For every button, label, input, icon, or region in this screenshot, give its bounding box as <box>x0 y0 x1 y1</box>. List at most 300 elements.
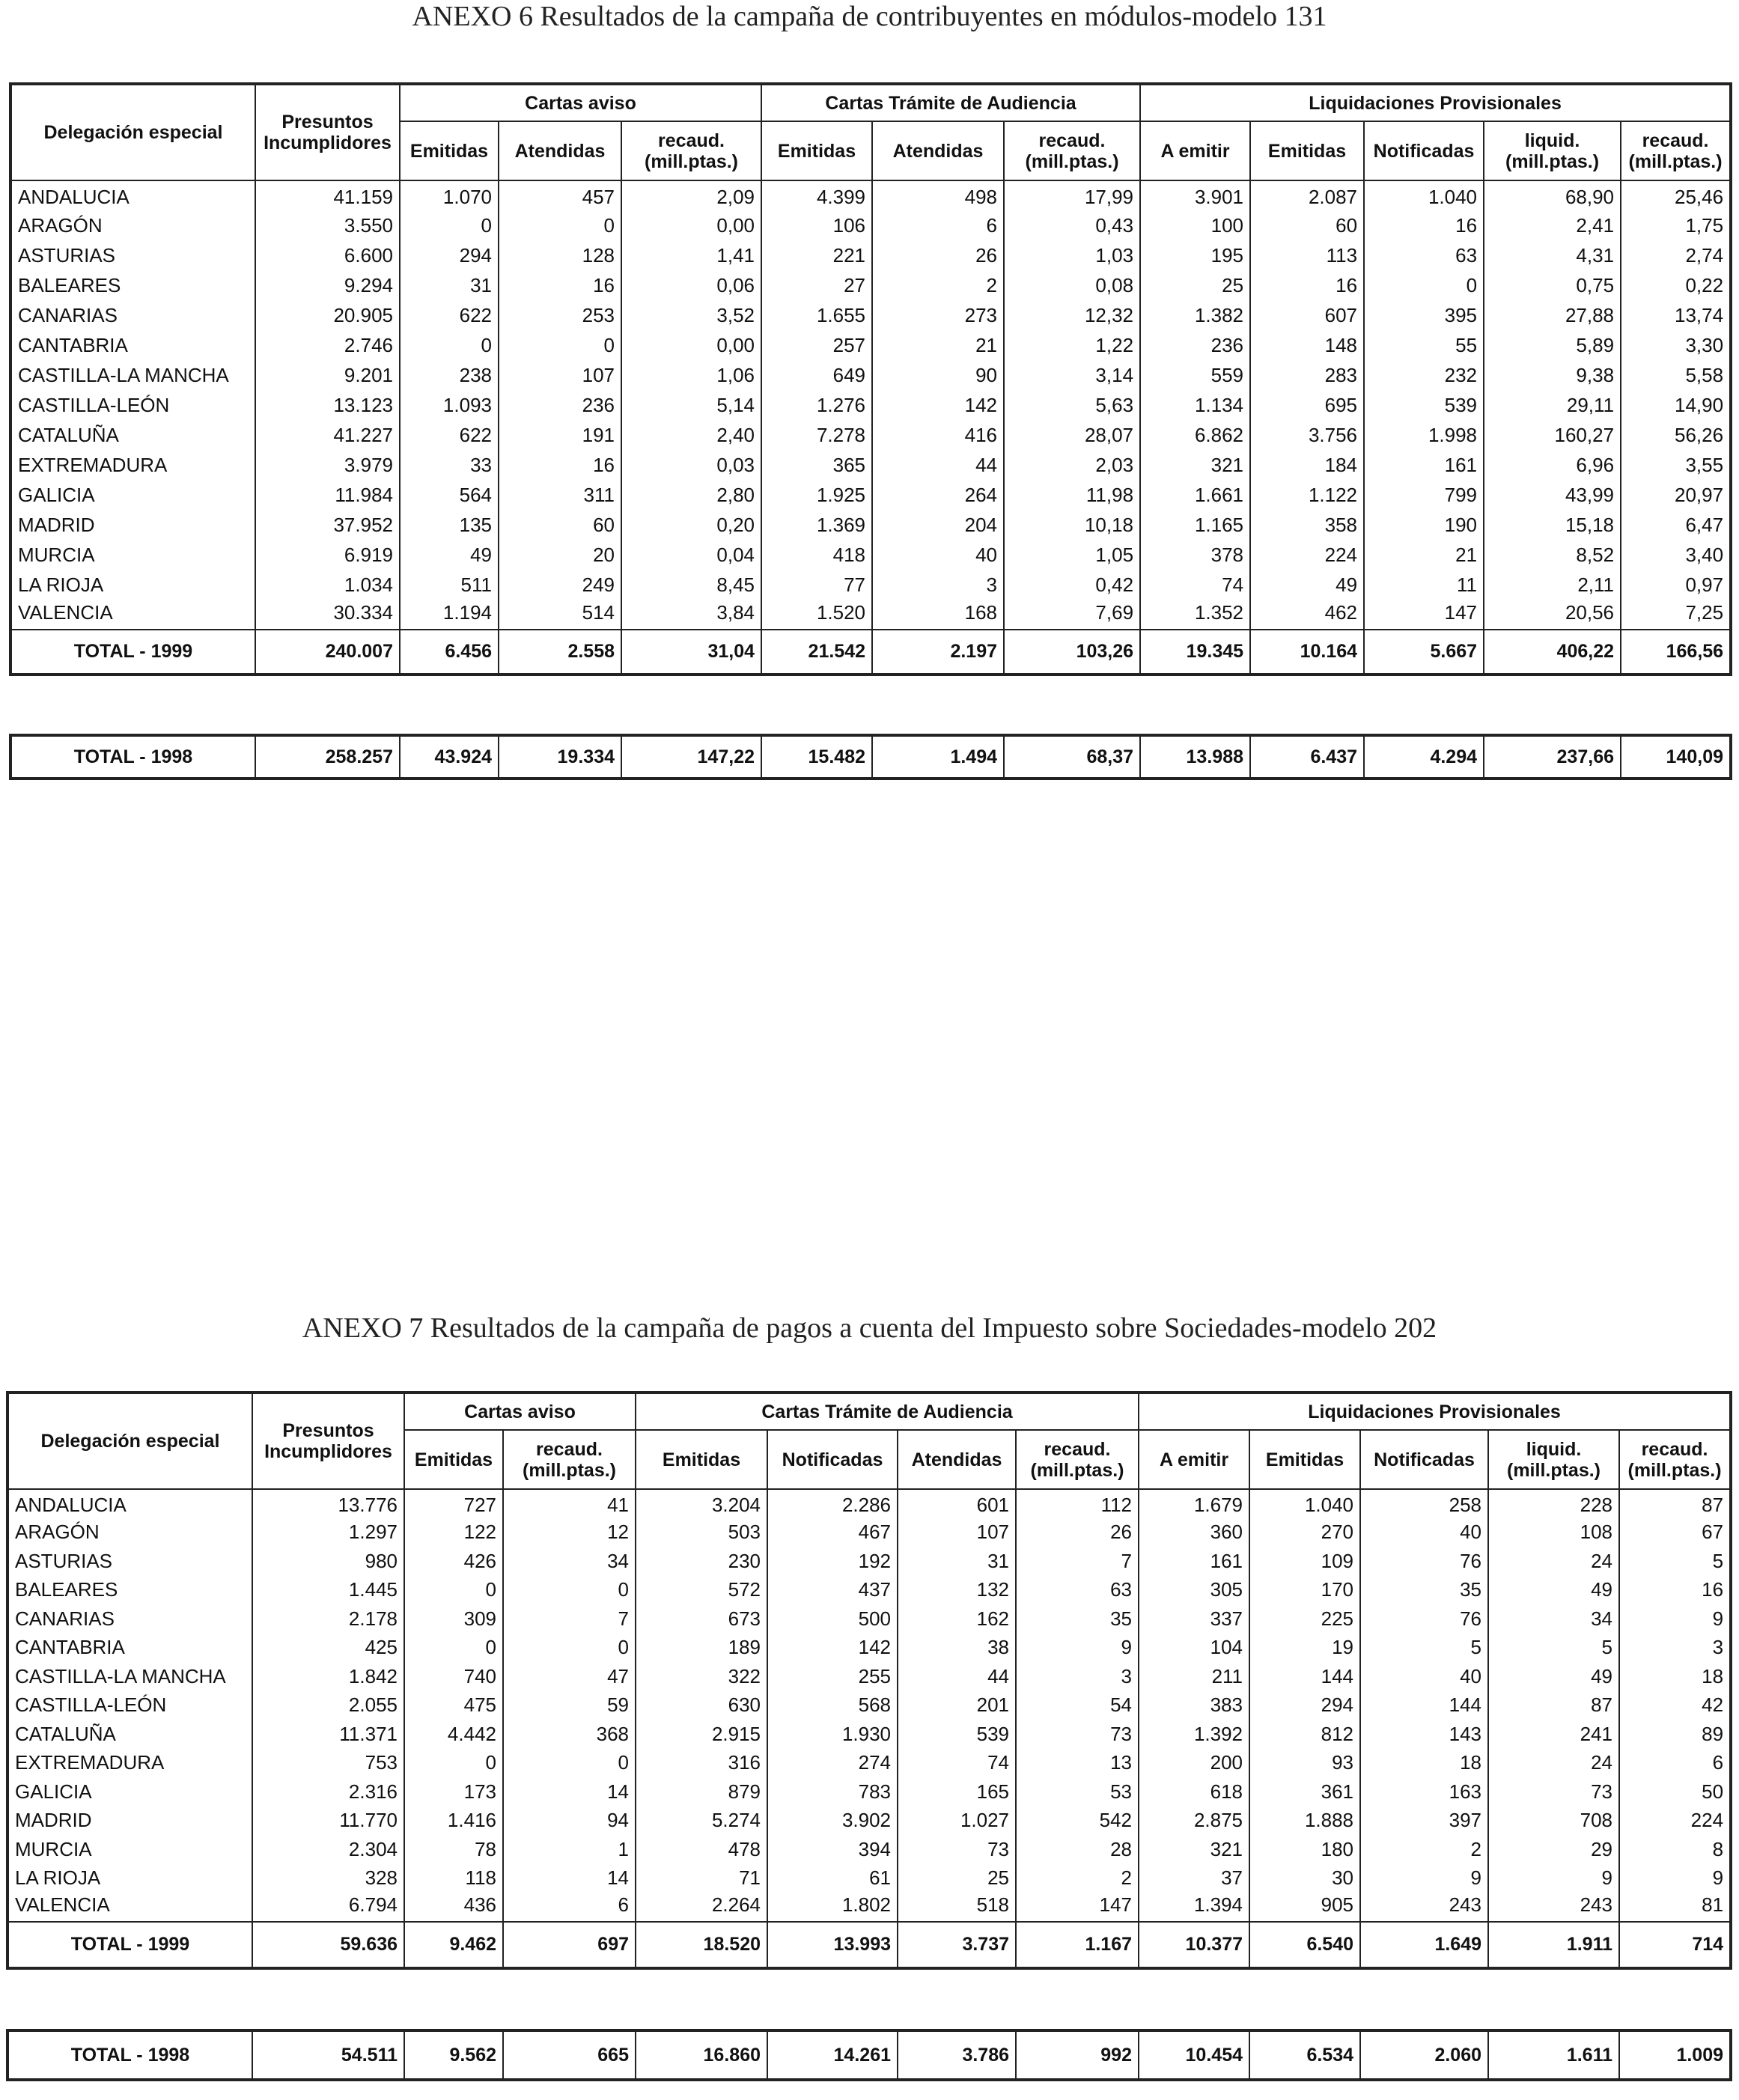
value-cell: 337 <box>1139 1604 1249 1634</box>
value-cell: 397 <box>1360 1807 1488 1836</box>
value-cell: 18 <box>1360 1749 1488 1778</box>
total-value: 13.993 <box>767 1922 898 1968</box>
value-cell: 60 <box>499 510 621 540</box>
recaud-line1: recaud. <box>1641 1438 1708 1460</box>
value-cell: 27 <box>761 270 872 300</box>
header-lp-notificadas: Notificadas <box>1360 1430 1488 1489</box>
value-cell: 1.369 <box>761 510 872 540</box>
value-cell: 236 <box>1140 330 1250 360</box>
total-value: 237,66 <box>1484 735 1621 779</box>
value-cell: 100 <box>1140 210 1250 240</box>
value-cell: 29 <box>1488 1835 1619 1864</box>
value-cell: 5,89 <box>1484 330 1621 360</box>
value-cell: 13 <box>1016 1749 1139 1778</box>
value-cell: 1.842 <box>252 1662 404 1691</box>
table-row <box>10 210 1731 240</box>
value-cell: 2,03 <box>1004 450 1140 480</box>
header-cta-recaud <box>1004 121 1140 180</box>
region-name-cell: BALEARES <box>7 1576 252 1605</box>
total-value: 14.261 <box>767 2030 898 2080</box>
header-cartas-tramite: Cartas Trámite de Audiencia <box>636 1393 1139 1430</box>
value-cell: 518 <box>898 1893 1016 1922</box>
liquid-line1: liquid. <box>1526 1438 1582 1460</box>
value-cell: 2 <box>1360 1835 1488 1864</box>
region-name-cell: MADRID <box>10 510 255 540</box>
value-cell: 0,75 <box>1484 270 1621 300</box>
value-cell: 618 <box>1139 1777 1249 1807</box>
value-cell: 7,25 <box>1621 600 1731 630</box>
value-cell: 11.984 <box>255 480 400 510</box>
value-cell: 5.274 <box>636 1807 767 1836</box>
table-row <box>7 1893 1731 1922</box>
value-cell: 1 <box>503 1835 636 1864</box>
value-cell: 147 <box>1364 600 1484 630</box>
value-cell: 6.794 <box>252 1893 404 1922</box>
value-cell: 783 <box>767 1777 898 1807</box>
region-name-cell: CASTILLA-LEÓN <box>7 1691 252 1720</box>
value-cell: 10,18 <box>1004 510 1140 540</box>
value-cell: 40 <box>872 540 1004 570</box>
total-value: 18.520 <box>636 1922 767 1968</box>
table-row <box>10 180 1731 210</box>
value-cell: 0,06 <box>621 270 761 300</box>
value-cell: 321 <box>1140 450 1250 480</box>
value-cell: 3,55 <box>1621 450 1731 480</box>
value-cell: 6 <box>1619 1749 1731 1778</box>
total-value: 140,09 <box>1621 735 1731 779</box>
region-name-cell: CANARIAS <box>7 1604 252 1634</box>
value-cell: 0 <box>404 1749 503 1778</box>
value-cell: 7 <box>503 1604 636 1634</box>
value-cell: 12 <box>503 1518 636 1547</box>
table-row <box>10 330 1731 360</box>
table-row <box>7 1576 1731 1605</box>
value-cell: 13.123 <box>255 390 400 420</box>
value-cell: 7.278 <box>761 420 872 450</box>
value-cell: 35 <box>1360 1576 1488 1605</box>
value-cell: 3.979 <box>255 450 400 480</box>
value-cell: 192 <box>767 1547 898 1576</box>
value-cell: 224 <box>1250 540 1364 570</box>
value-cell: 1.040 <box>1364 180 1484 210</box>
value-cell: 2 <box>1016 1864 1139 1893</box>
value-cell: 224 <box>1619 1807 1731 1836</box>
value-cell: 1.165 <box>1140 510 1250 540</box>
value-cell: 3.204 <box>636 1489 767 1518</box>
value-cell: 25,46 <box>1621 180 1731 210</box>
value-cell: 1.394 <box>1139 1893 1249 1922</box>
table-row <box>10 600 1731 630</box>
value-cell: 0 <box>503 1576 636 1605</box>
value-cell: 41.227 <box>255 420 400 450</box>
recaud-line2: (mill.ptas.) <box>1025 150 1119 172</box>
value-cell: 564 <box>400 480 499 510</box>
header-presuntos-line2: Incumplidores <box>264 133 392 153</box>
value-cell: 107 <box>898 1518 1016 1547</box>
header-cta-recaud <box>1016 1430 1139 1489</box>
value-cell: 49 <box>400 540 499 570</box>
value-cell: 67 <box>1619 1518 1731 1547</box>
value-cell: 316 <box>636 1749 767 1778</box>
value-cell: 622 <box>400 420 499 450</box>
region-name-cell: CANTABRIA <box>10 330 255 360</box>
region-name-cell: CASTILLA-LEÓN <box>10 390 255 420</box>
value-cell: 40 <box>1360 1662 1488 1691</box>
value-cell: 16 <box>499 450 621 480</box>
recaud-line1: recaud. <box>1642 130 1709 151</box>
header-presuntos-line1: Presuntos <box>282 1420 374 1441</box>
region-name-cell: CASTILLA-LA MANCHA <box>10 360 255 390</box>
value-cell: 189 <box>636 1634 767 1663</box>
value-cell: 49 <box>1488 1662 1619 1691</box>
value-cell: 2.087 <box>1250 180 1364 210</box>
value-cell: 89 <box>1619 1720 1731 1749</box>
value-cell: 437 <box>767 1576 898 1605</box>
value-cell: 44 <box>872 450 1004 480</box>
region-name-cell: GALICIA <box>10 480 255 510</box>
value-cell: 322 <box>636 1662 767 1691</box>
value-cell: 0,00 <box>621 210 761 240</box>
anexo7-title: ANEXO 7 Resultados de la campaña de pagos a cuenta del Impuesto sobre Sociedades-modelo 202 <box>302 1312 1437 1344</box>
value-cell: 1.034 <box>255 570 400 600</box>
value-cell: 15,18 <box>1484 510 1621 540</box>
value-cell: 74 <box>1140 570 1250 600</box>
value-cell: 118 <box>404 1864 503 1893</box>
value-cell: 1.930 <box>767 1720 898 1749</box>
value-cell: 238 <box>400 360 499 390</box>
value-cell: 1.276 <box>761 390 872 420</box>
total-value: 10.164 <box>1250 630 1364 675</box>
header-lp-a-emitir: A emitir <box>1139 1430 1249 1489</box>
value-cell: 1,06 <box>621 360 761 390</box>
value-cell: 14,90 <box>1621 390 1731 420</box>
total-value: 9.462 <box>404 1922 503 1968</box>
value-cell: 753 <box>252 1749 404 1778</box>
total-1998-row <box>10 735 1731 779</box>
value-cell: 1.194 <box>400 600 499 630</box>
header-presuntos-line2: Incumplidores <box>264 1441 392 1462</box>
value-cell: 3,14 <box>1004 360 1140 390</box>
value-cell: 26 <box>872 240 1004 270</box>
value-cell: 160,27 <box>1484 420 1621 450</box>
region-name-cell: GALICIA <box>7 1777 252 1807</box>
value-cell: 230 <box>636 1547 767 1576</box>
value-cell: 11.770 <box>252 1807 404 1836</box>
value-cell: 68,90 <box>1484 180 1621 210</box>
value-cell: 184 <box>1250 450 1364 480</box>
total-value: 1.911 <box>1488 1922 1619 1968</box>
value-cell: 3.902 <box>767 1807 898 1836</box>
value-cell: 6,96 <box>1484 450 1621 480</box>
value-cell: 16 <box>1619 1576 1731 1605</box>
anexo7-table <box>6 1391 1732 1970</box>
value-cell: 90 <box>872 360 1004 390</box>
value-cell: 25 <box>1140 270 1250 300</box>
value-cell: 6 <box>872 210 1004 240</box>
value-cell: 2.316 <box>252 1777 404 1807</box>
total-value: 240.007 <box>255 630 400 675</box>
value-cell: 383 <box>1139 1691 1249 1720</box>
value-cell: 211 <box>1139 1662 1249 1691</box>
value-cell: 2.304 <box>252 1835 404 1864</box>
table-row <box>10 240 1731 270</box>
value-cell: 5,14 <box>621 390 761 420</box>
value-cell: 905 <box>1249 1893 1360 1922</box>
value-cell: 270 <box>1249 1518 1360 1547</box>
value-cell: 3,52 <box>621 300 761 330</box>
recaud-line2: (mill.ptas.) <box>1030 1459 1124 1481</box>
value-cell: 3.550 <box>255 210 400 240</box>
value-cell: 37 <box>1139 1864 1249 1893</box>
value-cell: 43,99 <box>1484 480 1621 510</box>
value-cell: 161 <box>1364 450 1484 480</box>
value-cell: 2.746 <box>255 330 400 360</box>
value-cell: 63 <box>1016 1576 1139 1605</box>
value-cell: 305 <box>1139 1576 1249 1605</box>
value-cell: 35 <box>1016 1604 1139 1634</box>
header-delegacion: Delegación especial <box>7 1393 252 1489</box>
value-cell: 283 <box>1250 360 1364 390</box>
table-row <box>10 300 1731 330</box>
region-name-cell: MURCIA <box>7 1835 252 1864</box>
total-value: 103,26 <box>1004 630 1140 675</box>
value-cell: 14 <box>503 1864 636 1893</box>
value-cell: 1,41 <box>621 240 761 270</box>
value-cell: 34 <box>1488 1604 1619 1634</box>
value-cell: 236 <box>499 390 621 420</box>
value-cell: 3,84 <box>621 600 761 630</box>
value-cell: 13.776 <box>252 1489 404 1518</box>
value-cell: 478 <box>636 1835 767 1864</box>
value-cell: 31 <box>400 270 499 300</box>
header-liquidaciones: Liquidaciones Provisionales <box>1140 84 1731 121</box>
header-lp-recaud <box>1621 121 1731 180</box>
value-cell: 11.371 <box>252 1720 404 1749</box>
value-cell: 16 <box>1250 270 1364 300</box>
value-cell: 0,42 <box>1004 570 1140 600</box>
value-cell: 44 <box>898 1662 1016 1691</box>
value-cell: 26 <box>1016 1518 1139 1547</box>
value-cell: 1.661 <box>1140 480 1250 510</box>
value-cell: 28,07 <box>1004 420 1140 450</box>
value-cell: 77 <box>761 570 872 600</box>
value-cell: 5 <box>1488 1634 1619 1663</box>
value-cell: 249 <box>499 570 621 600</box>
value-cell: 311 <box>499 480 621 510</box>
value-cell: 253 <box>499 300 621 330</box>
total-1998-row <box>7 2030 1731 2080</box>
total-value: 258.257 <box>255 735 400 779</box>
value-cell: 6 <box>503 1893 636 1922</box>
value-cell: 1.520 <box>761 600 872 630</box>
value-cell: 24 <box>1488 1749 1619 1778</box>
recaud-line1: recaud. <box>1044 1438 1111 1460</box>
liquid-line2: (mill.ptas.) <box>1507 1459 1601 1481</box>
value-cell: 191 <box>499 420 621 450</box>
table-row <box>10 570 1731 600</box>
value-cell: 695 <box>1250 390 1364 420</box>
anexo7-total-1998-table <box>6 2029 1732 2081</box>
value-cell: 87 <box>1488 1691 1619 1720</box>
value-cell: 3 <box>1619 1634 1731 1663</box>
total-value: 10.377 <box>1139 1922 1249 1968</box>
value-cell: 76 <box>1360 1547 1488 1576</box>
value-cell: 321 <box>1139 1835 1249 1864</box>
value-cell: 74 <box>898 1749 1016 1778</box>
recaud-line2: (mill.ptas.) <box>523 1459 617 1481</box>
value-cell: 0 <box>404 1576 503 1605</box>
value-cell: 2.178 <box>252 1604 404 1634</box>
value-cell: 365 <box>761 450 872 480</box>
value-cell: 53 <box>1016 1777 1139 1807</box>
value-cell: 361 <box>1249 1777 1360 1807</box>
region-name-cell: ANDALUCIA <box>10 180 255 210</box>
value-cell: 622 <box>400 300 499 330</box>
value-cell: 1.134 <box>1140 390 1250 420</box>
value-cell: 173 <box>404 1777 503 1807</box>
table-row <box>10 480 1731 510</box>
total-value: 6.456 <box>400 630 499 675</box>
header-lp-notificadas: Notificadas <box>1364 121 1484 180</box>
value-cell: 25 <box>898 1864 1016 1893</box>
total-1999-row <box>10 630 1731 675</box>
value-cell: 294 <box>400 240 499 270</box>
value-cell: 4,31 <box>1484 240 1621 270</box>
region-name-cell: ANDALUCIA <box>7 1489 252 1518</box>
value-cell: 112 <box>1016 1489 1139 1518</box>
liquid-line2: (mill.ptas.) <box>1505 150 1600 172</box>
header-lp-a-emitir: A emitir <box>1140 121 1250 180</box>
table-row <box>10 270 1731 300</box>
value-cell: 0,03 <box>621 450 761 480</box>
value-cell: 27,88 <box>1484 300 1621 330</box>
value-cell: 6.600 <box>255 240 400 270</box>
value-cell: 309 <box>404 1604 503 1634</box>
total-label: TOTAL - 1998 <box>10 735 255 779</box>
anexo6-table <box>9 82 1732 676</box>
region-name-cell: ASTURIAS <box>7 1547 252 1576</box>
value-cell: 358 <box>1250 510 1364 540</box>
total-value: 19.334 <box>499 735 621 779</box>
value-cell: 426 <box>404 1547 503 1576</box>
total-value: 31,04 <box>621 630 761 675</box>
value-cell: 1,22 <box>1004 330 1140 360</box>
value-cell: 50 <box>1619 1777 1731 1807</box>
anexo6-title: ANEXO 6 Resultados de la campaña de contribuyentes en módulos-modelo 131 <box>412 1 1327 32</box>
value-cell: 2.264 <box>636 1893 767 1922</box>
value-cell: 55 <box>1364 330 1484 360</box>
value-cell: 6.862 <box>1140 420 1250 450</box>
table-row <box>7 1749 1731 1778</box>
value-cell: 2.875 <box>1139 1807 1249 1836</box>
value-cell: 20,56 <box>1484 600 1621 630</box>
value-cell: 0 <box>503 1749 636 1778</box>
value-cell: 2,11 <box>1484 570 1621 600</box>
header-lp-emitidas: Emitidas <box>1250 121 1364 180</box>
value-cell: 708 <box>1488 1807 1619 1836</box>
value-cell: 162 <box>898 1604 1016 1634</box>
header-lp-recaud <box>1619 1430 1731 1489</box>
value-cell: 54 <box>1016 1691 1139 1720</box>
value-cell: 34 <box>503 1547 636 1576</box>
value-cell: 2,41 <box>1484 210 1621 240</box>
value-cell: 9 <box>1016 1634 1139 1663</box>
value-cell: 727 <box>404 1489 503 1518</box>
value-cell: 0 <box>503 1634 636 1663</box>
table-row <box>10 510 1731 540</box>
value-cell: 59 <box>503 1691 636 1720</box>
region-name-cell: LA RIOJA <box>7 1864 252 1893</box>
value-cell: 368 <box>503 1720 636 1749</box>
value-cell: 195 <box>1140 240 1250 270</box>
value-cell: 5 <box>1360 1634 1488 1663</box>
value-cell: 2,80 <box>621 480 761 510</box>
value-cell: 1.040 <box>1249 1489 1360 1518</box>
total-value: 3.737 <box>898 1922 1016 1968</box>
value-cell: 1.998 <box>1364 420 1484 450</box>
value-cell: 514 <box>499 600 621 630</box>
anexo6-total-1998-table <box>9 734 1732 780</box>
value-cell: 81 <box>1619 1893 1731 1922</box>
total-value: 5.667 <box>1364 630 1484 675</box>
header-ca-emitidas: Emitidas <box>400 121 499 180</box>
value-cell: 8 <box>1619 1835 1731 1864</box>
total-value: 1.167 <box>1016 1922 1139 1968</box>
total-value: 59.636 <box>252 1922 404 1968</box>
value-cell: 1,03 <box>1004 240 1140 270</box>
value-cell: 228 <box>1488 1489 1619 1518</box>
value-cell: 135 <box>400 510 499 540</box>
total-1999-row <box>7 1922 1731 1968</box>
value-cell: 13,74 <box>1621 300 1731 330</box>
region-name-cell: EXTREMADURA <box>10 450 255 480</box>
value-cell: 3 <box>872 570 1004 600</box>
value-cell: 109 <box>1249 1547 1360 1576</box>
value-cell: 163 <box>1360 1777 1488 1807</box>
value-cell: 394 <box>767 1835 898 1864</box>
value-cell: 8,45 <box>621 570 761 600</box>
value-cell: 31 <box>898 1547 1016 1576</box>
value-cell: 416 <box>872 420 1004 450</box>
table-row <box>7 1547 1731 1576</box>
value-cell: 19 <box>1249 1634 1360 1663</box>
region-name-cell: CASTILLA-LA MANCHA <box>7 1662 252 1691</box>
total-value: 21.542 <box>761 630 872 675</box>
value-cell: 241 <box>1488 1720 1619 1749</box>
value-cell: 3.901 <box>1140 180 1250 210</box>
value-cell: 61 <box>767 1864 898 1893</box>
value-cell: 294 <box>1249 1691 1360 1720</box>
header-lp-liquid <box>1484 121 1621 180</box>
value-cell: 6.919 <box>255 540 400 570</box>
table-row <box>7 1662 1731 1691</box>
value-cell: 1.416 <box>404 1807 503 1836</box>
header-ca-emitidas: Emitidas <box>404 1430 503 1489</box>
value-cell: 395 <box>1364 300 1484 330</box>
value-cell: 360 <box>1139 1518 1249 1547</box>
table-row <box>7 1835 1731 1864</box>
region-name-cell: CANTABRIA <box>7 1634 252 1663</box>
value-cell: 106 <box>761 210 872 240</box>
value-cell: 980 <box>252 1547 404 1576</box>
total-value: 43.924 <box>400 735 499 779</box>
value-cell: 107 <box>499 360 621 390</box>
table-row <box>10 390 1731 420</box>
value-cell: 9 <box>1360 1864 1488 1893</box>
value-cell: 1.027 <box>898 1807 1016 1836</box>
value-cell: 168 <box>872 600 1004 630</box>
value-cell: 21 <box>1364 540 1484 570</box>
